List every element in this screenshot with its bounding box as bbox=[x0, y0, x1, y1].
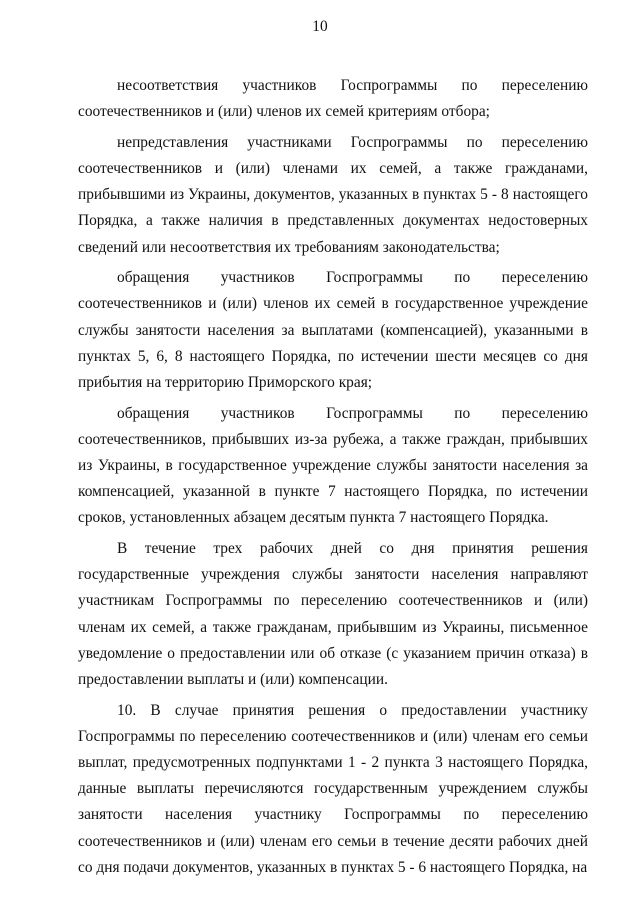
page-number: 10 bbox=[312, 18, 328, 35]
paragraph-late-application-payments: обращения участников Госпрограммы по переселению соотечественников и (или) членов их семей в государственное учреждение службы занятости населения за выплатами (компенсацией), указанными в пунктах 5, 6, 8 настоящего Порядка, по истечении шести месяцев со дня прибытия на территорию Приморского края; bbox=[78, 269, 588, 392]
document-body bbox=[78, 73, 588, 881]
paragraph-item-10: 10. В случае принятия решения о предоставлении участнику Госпрограммы по переселению соотечественников и (или) членам его семьи выплат, предусмотренных подпунктами 1 - 2 пункта 3 настоящего Порядка, данные выплаты перечисляются государственным учреждением службы занятости населения участнику Госпрограммы по переселению соотечественников и (или) членам его семьи в течение десяти рабочих дней со дня подачи документов, указанных в пунктах 5 - 6 настоящего Порядка, на bbox=[78, 701, 588, 876]
paragraph-documents-not-submitted: непредставления участниками Госпрограммы по переселению соотечественников и (или) членами их семей, а также гражданами, прибывшими из Украины, документов, указанных в пунктах 5 - 8 настоящего Порядка, а также наличия в представленных документах недостоверных сведений или несоответствия их требованиям законодательства; bbox=[78, 133, 588, 256]
paragraph-notification: В течение трех рабочих дней со дня принятия решения государственные учреждения службы занятости населения направляют участникам Госпрограммы по переселению соотечественников и (или) членам их семей, а также гражданам, прибывшим из Украины, письменное уведомление о предоставлении или об отказе (с указанием причин отказа) в предоставлении выплаты и (или) компенсации. bbox=[78, 540, 588, 689]
paragraph-late-application-compensation: обращения участников Госпрограммы по переселению соотечественников, прибывших из-за рубежа, а также граждан, прибывших из Украины, в государственное учреждение службы занятости населения за компенсацией, указанной в пункте 7 настоящего Порядка, по истечении сроков, установленных абзацем десятым пункта 7 настоящего Порядка. bbox=[78, 404, 588, 527]
paragraph-criteria-mismatch: несоответствия участников Госпрограммы по переселению соотечественников и (или) членов их семей критериям отбора; bbox=[78, 77, 588, 121]
